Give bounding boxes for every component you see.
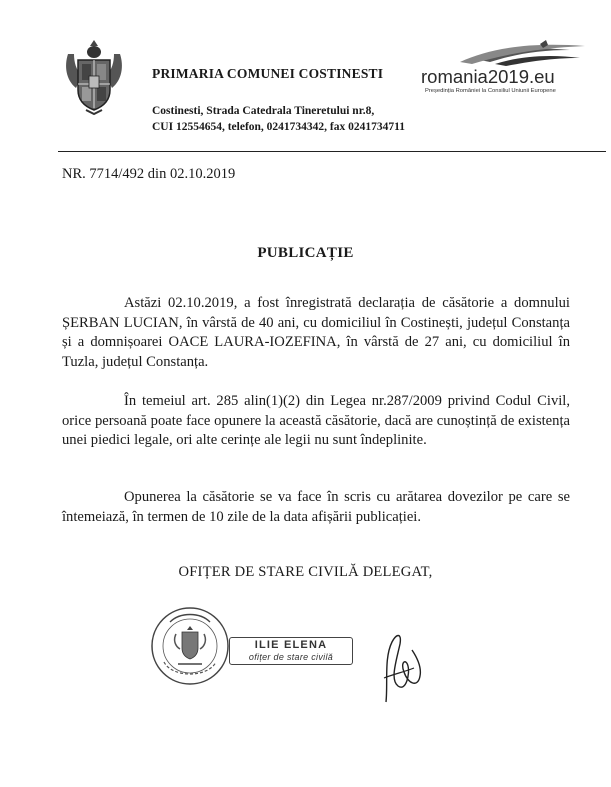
announcement-paragraph: Astăzi 02.10.2019, a fost înregistrată declarația de căsătorie a domnului ȘERBAN LUCIAN, în vârstă de 40 ani, cu domiciliul în Costinești, județul Constanța și a domnișoarei OACE LAURA-IOZEFINA, în vârstă de 27 ani, cu domiciliul în Tuzla, județul Constanța. (62, 295, 570, 370)
romania-coat-of-arms-icon (62, 36, 126, 116)
institution-address: Costinesti, Strada Catedrala Tineretului nr.8, (152, 105, 375, 117)
eu-presidency-tagline: Președinția României la Consiliul Uniunii Europene (425, 88, 556, 94)
handwritten-signature (378, 622, 426, 708)
eu-presidency-logo-text: romania2019.eu (421, 66, 555, 87)
objection-paragraph: Opunerea la căsătorie se va face în scris cu arătarea dovezilor pe care se întemeiază, în termen de 10 zile de la data afișării publicației. (62, 489, 570, 525)
official-round-stamp (148, 604, 232, 688)
officer-name-stamp (229, 637, 353, 665)
registration-number: NR. 7714/492 din 02.10.2019 (62, 166, 236, 182)
document-title: PUBLICAȚIE (257, 245, 354, 261)
legal-basis-paragraph: În temeiul art. 285 alin(1)(2) din Legea nr.287/2009 privind Codul Civil, orice persoană poate face opunere la această căsătorie, dacă are cunoștință de existența unei piedici legale, ori alte cerințe ale legii nu sunt îndeplinite. (62, 393, 570, 449)
header-divider (58, 151, 606, 152)
officer-name: ILIE ELENA (254, 639, 328, 651)
officer-role: ofițer de stare civilă (248, 652, 334, 662)
signer-title: OFIȚER DE STARE CIVILĂ DELEGAT, (178, 564, 433, 580)
institution-contact: CUI 12554654, telefon, 0241734342, fax 0241734711 (152, 121, 405, 133)
institution-name: PRIMARIA COMUNEI COSTINESTI (152, 66, 384, 81)
